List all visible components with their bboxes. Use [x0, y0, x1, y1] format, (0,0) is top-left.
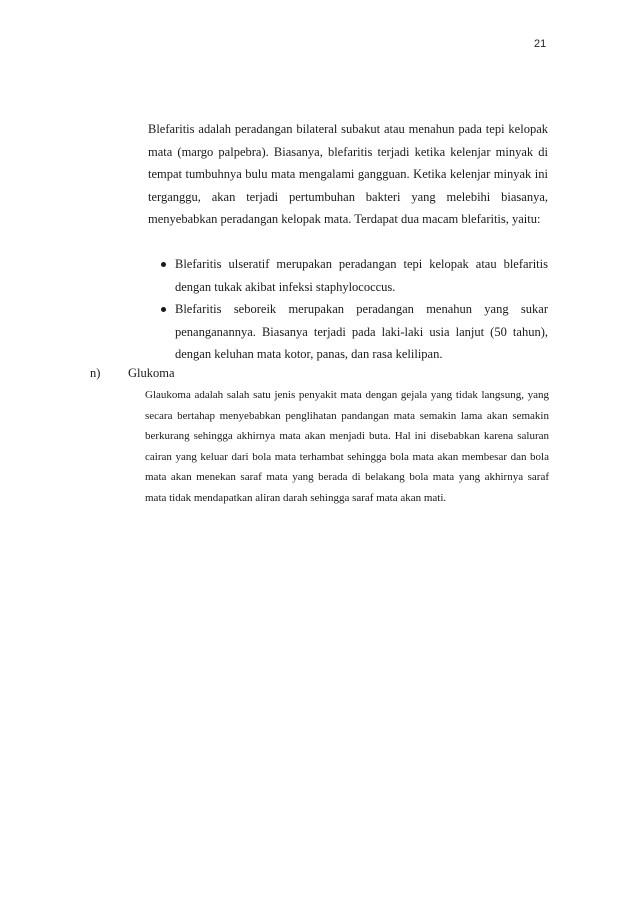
blefaritis-ulseratif-text: Blefaritis ulseratif merupakan peradangan tepi kelopak atau blefaritis dengan tukak akibat infeksi staphylococcus. — [175, 257, 548, 294]
blefaritis-paragraph: Blefaritis adalah peradangan bilateral subakut atau menahun pada tepi kelopak mata (margo palpebra). Biasanya, blefaritis terjadi ketika kelenjar minyak di tempat tumbuhnya bulu mata mengalami gangguan. Ketika kelenjar minyak ini terganggu, akan terjadi pertumbuhan bakteri yang melebihi biasanya, menyebabkan peradangan kelopak mata. Terdapat dua macam blefaritis, yaitu: — [148, 122, 548, 226]
blefaritis-seboreik-text: Blefaritis seboreik merupakan peradangan menahun yang sukar penanganannya. Biasanya terjadi pada laki-laki usia lanjut (50 tahun), dengan keluhan mata kotor, panas, dan rasa kelilipan. — [175, 302, 548, 361]
page-number: 21 — [534, 38, 547, 50]
list-item — [148, 253, 548, 298]
bullet-icon — [161, 307, 166, 312]
bullet-icon — [161, 262, 166, 267]
section-heading-glaukoma — [90, 362, 175, 385]
section-title: Glukoma — [128, 366, 175, 380]
list-item — [148, 298, 548, 366]
section-marker: n) — [90, 366, 101, 380]
glaukoma-paragraph: Glaukoma adalah salah satu jenis penyakit mata dengan gejala yang tidak langsung, yang secara bertahap menyebabkan penglihatan pandangan mata semakin lama akan semakin berkurang sehingga akhirnya mata akan menjadi buta. Hal ini disebabkan karena saluran cairan yang keluar dari bola mata terhambat sehingga bola mata akan membesar dan bola mata akan menekan saraf mata yang berada di belakang bola mata yang akhirnya saraf mata tidak mendapatkan aliran darah sehingga saraf mata akan mati. — [145, 389, 549, 504]
blefaritis-types-list — [148, 253, 548, 366]
